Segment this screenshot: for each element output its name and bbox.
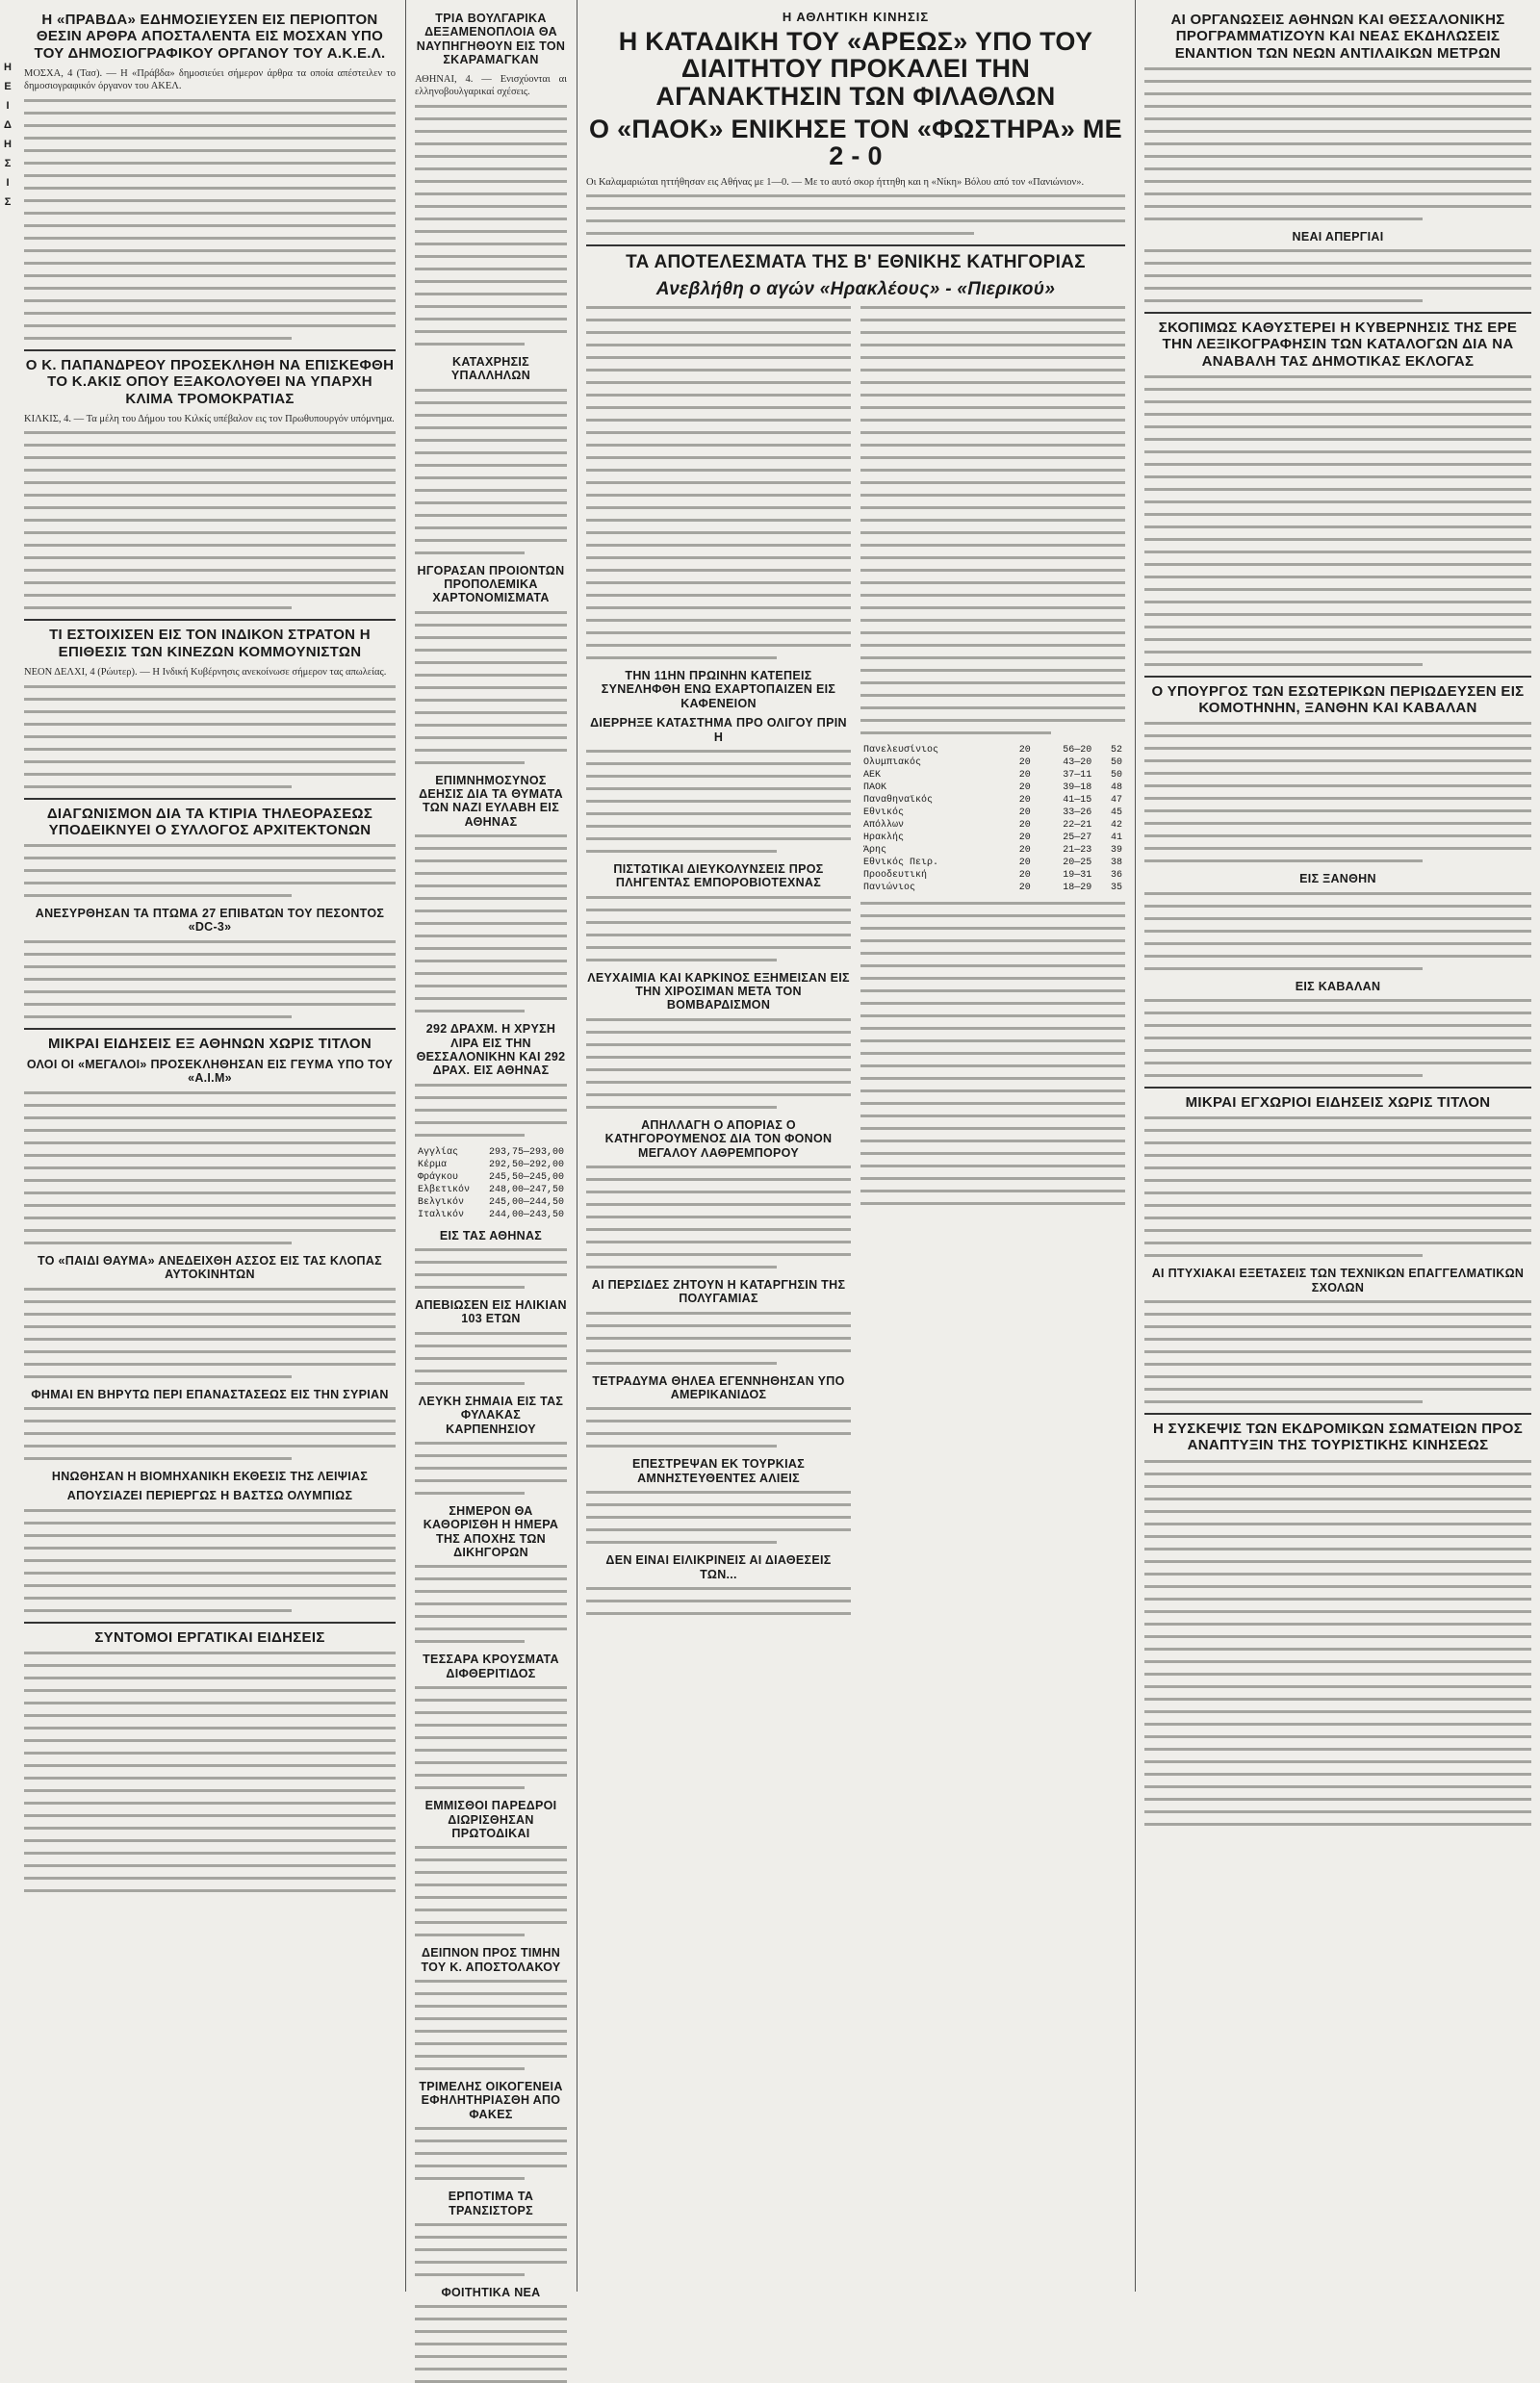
table-cell: Άρης [863,845,887,857]
article-text-block [586,1491,851,1544]
sports-section-band: Η ΑΘΛΗΤΙΚΗ ΚΙΝΗΣΙΣ [782,10,930,24]
headline-card-players: ΤΗΝ 11ΗΝ ΠΡΩΙΝΗΝ ΚΑΤΕΠΕΙΣ ΣΥΝΕΛΗΦΘΗ ΕΝΩ ΕΧΑΡΤΟΠΑΙΖΕΝ ΕΙΣ ΚΑΦΕΝΕΙΟΝ [601,669,836,710]
headline-paok-wins: Ο «ΠΑΟΚ» ΕΝΙΚΗΣΕ ΤΟΝ «ΦΩΣΤΗΡΑ» ΜΕ 2 - 0 [589,115,1122,171]
article-text-block [860,902,1125,1205]
table-row [415,1184,567,1196]
article-text-block [415,105,567,346]
headline-indian-army: ΤΙ ΕΣΤΟΙΧΙΣΕΝ ΕΙΣ ΤΟΝ ΙΝΔΙΚΟΝ ΣΤΡΑΤΟΝ Η ΕΠΙΘΕΣΙΣ ΤΩΝ ΚΙΝΕΖΩΝ ΚΟΜΜΟΥΝΙΣΤΩΝ [49,627,371,660]
divider [586,244,1125,246]
headline-minister-tour: Ο ΥΠΟΥΡΓΟΣ ΤΩΝ ΕΣΩΤΕΡΙΚΩΝ ΠΕΡΙΩΔΕΥΣΕΝ ΕΙΣ ΚΟΜΟΤΗΝΗΝ, ΞΑΝΘΗΝ ΚΑΙ ΚΑΒΑΛΑΝ [1151,682,1525,717]
article-text-block [415,1084,567,1137]
divider [1144,676,1531,678]
table-cell: 41 [1110,833,1122,844]
table-cell: 20 [1018,745,1031,756]
table-cell: 20—25 [1063,858,1092,869]
table-cell: Βελγικόν [418,1196,465,1208]
article-text-block [24,1652,396,1892]
table-cell: 20 [1018,770,1031,782]
table-row [415,1171,567,1184]
table-cell: 33—26 [1063,807,1092,819]
table-cell: 38 [1110,858,1122,869]
table-cell: 39—18 [1063,782,1092,794]
table-cell: 244,00—243,50 [488,1209,564,1220]
headline-beirut: ΦΗΜΑΙ ΕΝ ΒΗΡΥΤΩ ΠΕΡΙ ΕΠΑΝΑΣΤΑΣΕΩΣ ΕΙΣ ΤΗΝ ΣΥΡΙΑΝ [31,1387,389,1401]
headline-leipzig: ΗΝΩΘΗΣΑΝ Η ΒΙΟΜΗΧΑΝΙΚΗ ΕΚΘΕΣΙΣ ΤΗΣ ΛΕΙΨΙΑΣ [51,1469,369,1483]
column-second [406,0,576,2299]
table-cell: 245,50—245,00 [488,1171,564,1183]
table-cell: 20 [1018,795,1031,807]
margin-letter: Ι [6,177,10,189]
article-text-block [586,194,1125,235]
headline-bulgarian-tankers: ΤΡΙΑ ΒΟΥΛΓΑΡΙΚΑ ΔΕΞΑΜΕΝΟΠΛΟΙΑ ΘΑ ΝΑΥΠΗΓΗΘΟΥΝ ΕΙΣ ΤΟΝ ΣΚΑΡΑΜΑΓΚΑΝ [416,12,566,67]
article-text-block [860,306,1125,734]
table-cell: Φράγκου [418,1171,459,1183]
table-cell: 50 [1110,770,1122,782]
headline-areos-conviction: Η ΚΑΤΑΔΙΚΗ ΤΟΥ «ΑΡΕΩΣ» ΥΠΟ ΤΟΥ ΔΙΑΙΤΗΤΟΥ ΠΡΟΚΑΛΕΙ ΤΗΝ ΑΓΑΝΑΚΤΗΣΙΝ ΤΩΝ ΦΙΛΑΘΛΩΝ [618,27,1093,111]
headline-b-national: ΤΑ ΑΠΟΤΕΛΕΣΜΑΤΑ ΤΗΣ Β' ΕΘΝΙΚΗΣ ΚΑΤΗΓΟΡΙΑΣ [626,252,1086,273]
article-text-block [586,1407,851,1448]
margin-letter-strip [2,58,13,212]
table-row [860,844,1125,857]
headline-white-flag: ΛΕΥΚΗ ΣΗΜΑΙΑ ΕΙΣ ΤΑΣ ΦΥΛΑΚΑΣ ΚΑΡΠΕΝΗΣΙΟΥ [418,1394,564,1436]
column-left [15,0,404,2292]
headline-memorial: ΕΠΙΜΝΗΜΟΣΥΝΟΣ ΔΕΗΣΙΣ ΔΙΑ ΤΑ ΘΥΜΑΤΑ ΤΩΝ ΝΑΖΙ ΕΥΛΑΒΗ ΕΙΣ ΑΘΗΝΑΣ [419,773,563,829]
article-text-block [1144,375,1531,666]
article-text-block [24,685,396,788]
article-text-block [415,2223,567,2276]
headline-credit: ΠΙΣΤΩΤΙΚΑΙ ΔΙΕΥΚΟΛΥΝΣΕΙΣ ΠΡΟΣ ΠΛΗΓΕΝΤΑΣ ΕΜΠΟΡΟΒΙΟΤΕΧΝΑΣ [613,861,824,890]
article-lead: ΑΘΗΝΑΙ, 4. — Ενισχύονται αι ελληνοβουλγαρικαί σχέσεις. [415,73,567,98]
table-cell: Απόλλων [863,820,905,832]
table-cell: 43—20 [1063,757,1092,769]
headline-acquitted: ΑΠΗΛΛΑΓΗ Ο ΑΠΟΡΙΑΣ Ο ΚΑΤΗΓΟΡΟΥΜΕΝΟΣ ΔΙΑ ΤΟΝ ΦΟΝΟΝ ΜΕΓΑΛΟΥ ΛΑΘΡΕΜΠΟΡΟΥ [604,1117,833,1160]
margin-letter: Σ [4,158,12,169]
headline-transistors: ΕΡΠΟΤΙΜΑ ΤΑ ΤΡΑΝΣΙΣΤΟΡΣ [448,2190,534,2217]
article-text-block [1144,722,1531,862]
table-row [860,794,1125,807]
divider [24,349,396,351]
table-cell: 20 [1018,757,1031,769]
article-text-block [415,1248,567,1289]
table-cell: Εθνικός Πειρ. [863,858,939,869]
table-cell: Πανιώνιος [863,883,916,894]
table-cell: 52 [1110,745,1122,756]
table-cell: 245,00—244,50 [488,1196,564,1208]
article-text-block [415,389,567,554]
headline-labour-news: ΣΥΝΤΟΜΟΙ ΕΡΓΑΤΙΚΑΙ ΕΙΔΗΣΕΙΣ [94,1628,325,1646]
subheadline-leipzig: ΑΠΟΥΣΙΑΖΕΙ ΠΕΡΙΕΡΓΩΣ Η ΒΑΣΤΣΩ ΟΛΥΜΠΙΩΣ [66,1489,353,1503]
column-sports [578,0,1134,2292]
headline-child-wonder: ΤΟ «ΠΑΙΔΙ ΘΑΥΜΑ» ΑΝΕΔΕΙΧΘΗ ΑΣΣΟΣ ΕΙΣ ΤΑΣ ΚΛΟΠΑΣ ΑΥΤΟΚΙΝΗΤΩΝ [38,1253,382,1282]
table-row [415,1159,567,1171]
divider [1144,312,1531,314]
table-cell: Ελβετικόν [418,1184,471,1195]
table-row [860,782,1125,794]
table-cell: ΑΕΚ [863,770,882,782]
article-text-block [1144,999,1531,1077]
headline-big-ones: ΟΛΟΙ ΟΙ «ΜΕΓΑΛΟΙ» ΠΡΟΣΕΚΛΗΘΗΣΑΝ ΕΙΣ ΓΕΥΜΑ ΥΠΟ ΤΟΥ «Α.Ι.Μ» [26,1058,394,1086]
table-cell: 19—31 [1063,870,1092,882]
article-text-block [1144,1116,1531,1257]
headline-diphtheria: ΤΕΣΣΑΡΑ ΚΡΟΥΣΜΑΤΑ ΔΙΦΘΕΡΙΤΙΔΟΣ [423,1653,559,1680]
article-text-block [586,1166,851,1268]
headline-103-years: ΑΠΕΒΙΩΣΕΝ ΕΙΣ ΗΛΙΚΙΑΝ 103 ΕΤΩΝ [415,1298,567,1326]
table-cell: 20 [1018,883,1031,894]
headline-not-sincere: ΔΕΝ ΕΙΝΑΙ ΕΙΛΙΚΡΙΝΕΙΣ ΑΙ ΔΙΑΘΕΣΕΙΣ ΤΩΝ... [605,1553,832,1581]
table-cell: 248,00—247,50 [488,1184,564,1195]
article-text-block [24,1509,396,1612]
headline-polygamy: ΑΙ ΠΕΡΣΙΔΕΣ ΖΗΤΟΥΝ Η ΚΑΤΑΡΓΗΣΙΝ ΤΗΣ ΠΟΛΥΓΑΜΙΑΣ [591,1277,846,1306]
table-cell: 35 [1110,883,1122,894]
table-cell: ΠΑΟΚ [863,782,887,794]
article-text-block [1144,1300,1531,1403]
table-cell: Κέρμα [418,1159,448,1170]
headline-dc3: ΑΝΕΣΥΡΘΗΣΑΝ ΤΑ ΠΤΩΜΑ 27 ΕΠΙΒΑΤΩΝ ΤΟΥ ΠΕΣΟΝΤΟΣ «DC-3» [35,907,385,935]
article-text-block [586,896,851,961]
sports-subcolumn [586,306,851,1625]
table-row [860,819,1125,832]
article-text-block [24,1091,396,1244]
article-text-block [24,1288,396,1378]
subhead-abuse: ΚΑΤΑΧΡΗΣΙΣ ΥΠΑΛΛΗΛΩΝ [450,354,531,383]
table-cell: 56—20 [1063,745,1092,756]
table-cell: 18—29 [1063,883,1092,894]
article-text-block [24,1407,396,1460]
divider [24,1622,396,1624]
table-row [860,807,1125,819]
article-lead: ΜΟΣΧΑ, 4 (Τασ). — Η «Πράβδα» δημοσιεύει σήμερον άρθρα τα οποία απέστειλεν το δημοσιογραφικόν όργανον του ΑΚΕΛ. [24,67,396,92]
table-row [415,1209,567,1221]
table-row [860,882,1125,894]
article-lead: ΝΕΟΝ ΔΕΛΧΙ, 4 (Ρώυτερ). — Η Ινδική Κυβέρνησις ανεκοίνωσε σήμερον τας απωλείας. [24,666,387,678]
table-cell: 292,50—292,00 [488,1159,564,1170]
column-right [1136,0,1540,2292]
margin-letter: Η [4,62,12,73]
margin-letter: Η [4,139,12,150]
sports-columns [586,306,1125,1625]
table-row [860,769,1125,782]
table-cell: Ολυμπιακός [863,757,922,769]
table-cell: 47 [1110,795,1122,807]
table-cell: Εθνικός [863,807,905,819]
article-text-block [415,1980,567,2070]
subhead-new-strikes: ΝΕΑΙ ΑΠΕΡΓΙΑΙ [1292,229,1384,243]
sports-subcolumn [860,306,1125,1625]
table-cell: Αγγλίας [418,1146,459,1158]
headline-postponed: Ανεβλήθη ο αγών «Ηρακλέους» - «Πιερικού» [655,279,1056,300]
article-lead: ΚΙΛΚΙΣ, 4. — Τα μέλη του Δήμου του Κιλκίς υπέβαλον εις τον Πρωθυπουργόν υπόμνημα. [24,413,395,424]
subhead-athens: ΕΙΣ ΤΑΣ ΑΘΗΝΑΣ [439,1228,543,1243]
headline-ere-delay: ΣΚΟΠΙΜΩΣ ΚΑΘΥΣΤΕΡΕΙ Η ΚΥΒΕΡΝΗΣΙΣ ΤΗΣ ΕΡΕ ΤΗΝ ΛΕΞΙΚΟΓΡΑΦΗΣΙΝ ΤΩΝ ΚΑΤΑΛΟΓΩΝ ΔΙΑ ΝΑ ΑΝΑΒΑΛΗ ΤΑΣ ΔΗΜΟΤΙΚΑΣ ΕΚΛΟΓΑΣ [1158,320,1518,370]
table-row [860,869,1125,882]
table-row [415,1146,567,1159]
headline-organisations: ΑΙ ΟΡΓΑΝΩΣΕΙΣ ΑΘΗΝΩΝ ΚΑΙ ΘΕΣΣΑΛΟΝΙΚΗΣ ΠΡΟΓΡΑΜΜΑΤΙΖΟΥΝ ΚΑΙ ΝΕΑΣ ΕΚΔΗΛΩΣΕΙΣ ΕΝΑΝΤΙΟΝ ΤΩΝ ΝΕΩΝ ΑΝΤΙΛΑΙΚΩΝ ΜΕΤΡΩΝ [1170,12,1505,62]
table-cell: 21—23 [1063,845,1092,857]
subhead-kavala: ΕΙΣ ΚΑΒΑΛΑΝ [1295,979,1381,993]
gold-price-table [415,1146,567,1221]
article-text-block [415,1442,567,1495]
headline-banknotes: ΗΓΟΡΑΣΑΝ ΠΡΟΙΟΝΤΩΝ ΠΡΟΠΟΛΕΜΙΚΑ ΧΑΡΤΟΝΟΜΙΣΜΑΤΑ [417,563,565,605]
headline-dinner: ΔΕΙΠΝΟΝ ΠΡΟΣ ΤΙΜΗΝ ΤΟΥ Κ. ΑΠΟΣΤΟΛΑΚΟΥ [421,1946,561,1974]
headline-pravda: Η «ΠΡΑΒΔΑ» ΕΔΗΜΟΣΙΕΥΣΕΝ ΕΙΣ ΠΕΡΙΟΠΤΟΝ ΘΕΣΙΝ ΑΡΘΡΑ ΑΠΟΣΤΑΛΕΝΤΑ ΕΙΣ ΜΟΣΧΑΝ ΥΠΟ ΤΟΥ ΔΗΜΟΣΙΟΓΡΑΦΙΚΟΥ ΟΡΓΑΝΟΥ ΤΟΥ Α.Κ.Ε.Λ. [34,12,386,62]
table-cell: 41—15 [1063,795,1092,807]
table-cell: 37—11 [1063,770,1092,782]
table-cell: 20 [1018,807,1031,819]
article-text-block [586,306,851,659]
table-row [415,1196,567,1209]
table-cell: 22—21 [1063,820,1092,832]
margin-letter: Σ [4,196,12,208]
headline-lawyers-strike: ΣΗΜΕΡΟΝ ΘΑ ΚΑΘΟΡΙΣΘΗ Η ΗΜΕΡΑ ΤΗΣ ΑΠΟΧΗΣ ΤΩΝ ΔΙΚΗΓΟΡΩΝ [423,1503,559,1560]
article-text-block [586,750,851,853]
headline-tourism: Η ΣΥΣΚΕΨΙΣ ΤΩΝ ΕΚΔΡΟΜΙΚΩΝ ΣΩΜΑΤΕΙΩΝ ΠΡΟΣ ΑΝΑΠΤΥΞΙΝ ΤΗΣ ΤΟΥΡΙΣΤΙΚΗΣ ΚΙΝΗΣΕΩΣ [1152,1421,1524,1454]
headline-papandreou: Ο Κ. ΠΑΠΑΝΔΡΕΟΥ ΠΡΟΣΕΚΛΗΘΗ ΝΑ ΕΠΙΣΚΕΦΘΗ ΤΟ Κ.ΑΚΙΣ ΟΠΟΥ ΕΞΑΚΟΛΟΥΘΕΙ ΝΑ ΥΠΑΡΧΗ ΚΛΙΜΑ ΤΡΟΜΟΚΡΑΤΙΑΣ [25,357,395,407]
article-text-block [415,1332,567,1385]
table-cell: 48 [1110,782,1122,794]
table-cell: 293,75—293,00 [488,1146,564,1158]
table-cell: 20 [1018,858,1031,869]
headline-gold-pound: 292 ΔΡΑΧΜ. Η ΧΡΥΣΗ ΛΙΡΑ ΕΙΣ ΤΗΝ ΘΕΣΣΑΛΟΝΙΚΗΝ ΚΑΙ 292 ΔΡΑΧ. ΕΙΣ ΑΘΗΝΑΣ [416,1022,566,1078]
article-text-block [1144,67,1531,220]
standings-table [860,744,1125,894]
headline-quadruplets: ΤΕΤΡΑΔΥΜΑ ΘΗΛΕΑ ΕΓΕΝΝΗΘΗΣΑΝ ΥΠΟ ΑΜΕΡΙΚΑΝΙΔΟΣ [592,1373,845,1402]
table-row [860,857,1125,869]
article-text-block [24,431,396,609]
table-row [860,832,1125,844]
table-cell: 20 [1018,833,1031,844]
article-text-block [415,1565,567,1643]
table-cell: 25—27 [1063,833,1092,844]
article-text-block [24,99,396,340]
article-text-block [586,1018,851,1109]
table-cell: 42 [1110,820,1122,832]
table-cell: 50 [1110,757,1122,769]
headline-fishermen: ΕΠΕΣΤΡΕΨΑΝ ΕΚ ΤΟΥΡΚΙΑΣ ΑΜΝΗΣΤΕΥΘΕΝΤΕΣ ΑΛΙΕΙΣ [631,1457,806,1485]
headline-hiroshima: ΛΕΥΧΑΙΜΙΑ ΚΑΙ ΚΑΡΚΙΝΟΣ ΕΞΗΜΕΙΣΑΝ ΕΙΣ ΤΗΝ ΧΙΡΟΣΙΜΑΝ ΜΕΤΑ ΤΟΝ ΒΟΜΒΑΡΔΙΣΜΟΝ [587,970,850,1012]
table-cell: 36 [1110,870,1122,882]
article-text-block [415,2305,567,2383]
table-cell: Ιταλικόν [418,1209,465,1220]
headline-student-news: ΦΟΙΤΗΤΙΚΑ ΝΕΑ [441,2285,541,2299]
divider [1144,1087,1531,1089]
divider [1144,1413,1531,1415]
article-text-block [415,2127,567,2180]
margin-letter: Δ [4,119,12,131]
table-cell: 39 [1110,845,1122,857]
article-text-block [586,1312,851,1365]
article-text-block [24,940,396,1018]
table-cell: Πανελευσίνιος [863,745,939,756]
divider [24,798,396,800]
article-text-block [415,834,567,1012]
headline-poisoned-family: ΤΡΙΜΕΛΗΣ ΟΙΚΟΓΕΝΕΙΑ ΕΦΗΛΗΤΗΡΙΑΣΘΗ ΑΠΟ ΦΑΚΕΣ [419,2080,563,2121]
divider [24,619,396,621]
headline-architects: ΔΙΑΓΩΝΙΣΜΟΝ ΔΙΑ ΤΑ ΚΤΙΡΙΑ ΤΗΛΕΟΡΑΣΕΩΣ ΥΠΟΔΕΙΚΝΥΕΙ Ο ΣΥΛΛΟΓΟΣ ΑΡΧΙΤΕΚΤΟΝΩΝ [46,805,373,838]
headline-local-news: ΜΙΚΡΑΙ ΕΓΧΩΡΙΟΙ ΕΙΔΗΣΕΙΣ ΧΩΡΙΣ ΤΙΤΛΟΝ [1185,1094,1491,1112]
headline-small-news-athens: ΜΙΚΡΑΙ ΕΙΔΗΣΕΙΣ ΕΞ ΑΘΗΝΩΝ ΧΩΡΙΣ ΤΙΤΛΟΝ [48,1035,372,1052]
article-text-block [1144,249,1531,302]
subhead-xanthi: ΕΙΣ ΞΑΝΘΗΝ [1299,872,1376,886]
margin-letter: Ε [4,81,12,92]
divider [24,1028,396,1030]
table-cell: 20 [1018,870,1031,882]
subheadline-card-players: ΔΙΕΡΡΗΞΕ ΚΑΤΑΣΤΗΜΑ ΠΡΟ ΟΛΙΓΟΥ ΠΡΙΝ Η [590,716,847,744]
table-row [860,756,1125,769]
article-text-block [24,844,396,897]
headline-judges: ΕΜΜΙΣΘΟΙ ΠΑΡΕΔΡΟΙ ΔΙΩΡΙΣΘΗΣΑΝ ΠΡΩΤΟΔΙΚΑΙ [424,1799,557,1840]
margin-letter: Ι [6,100,10,112]
article-lead: Οι Καλαμαριώται ηττήθησαν εις Αθήνας με 1—0. — Με το αυτό σκορ ήττηθη και η «Νίκη» Βόλου από τον «Πανιώνιον». [586,176,1085,188]
table-cell: 20 [1018,845,1031,857]
table-cell: 45 [1110,807,1122,819]
table-row [860,744,1125,756]
table-cell: Παναθηναϊκός [863,795,934,807]
article-text-block [415,1686,567,1789]
table-cell: Ηρακλής [863,833,905,844]
headline-exams: ΑΙ ΠΤΥΧΙΑΚΑΙ ΕΞΕΤΑΣΕΙΣ ΤΩΝ ΤΕΧΝΙΚΩΝ ΕΠΑΓΓΕΛΜΑΤΙΚΩΝ ΣΧΟΛΩΝ [1151,1267,1525,1294]
table-cell: 20 [1018,820,1031,832]
table-cell: Προοδευτική [863,870,928,882]
article-text-block [586,1587,851,1615]
article-text-block [1144,892,1531,970]
article-text-block [415,611,567,764]
article-text-block [1144,1460,1531,1826]
article-text-block [415,1846,567,1936]
table-cell: 20 [1018,782,1031,794]
